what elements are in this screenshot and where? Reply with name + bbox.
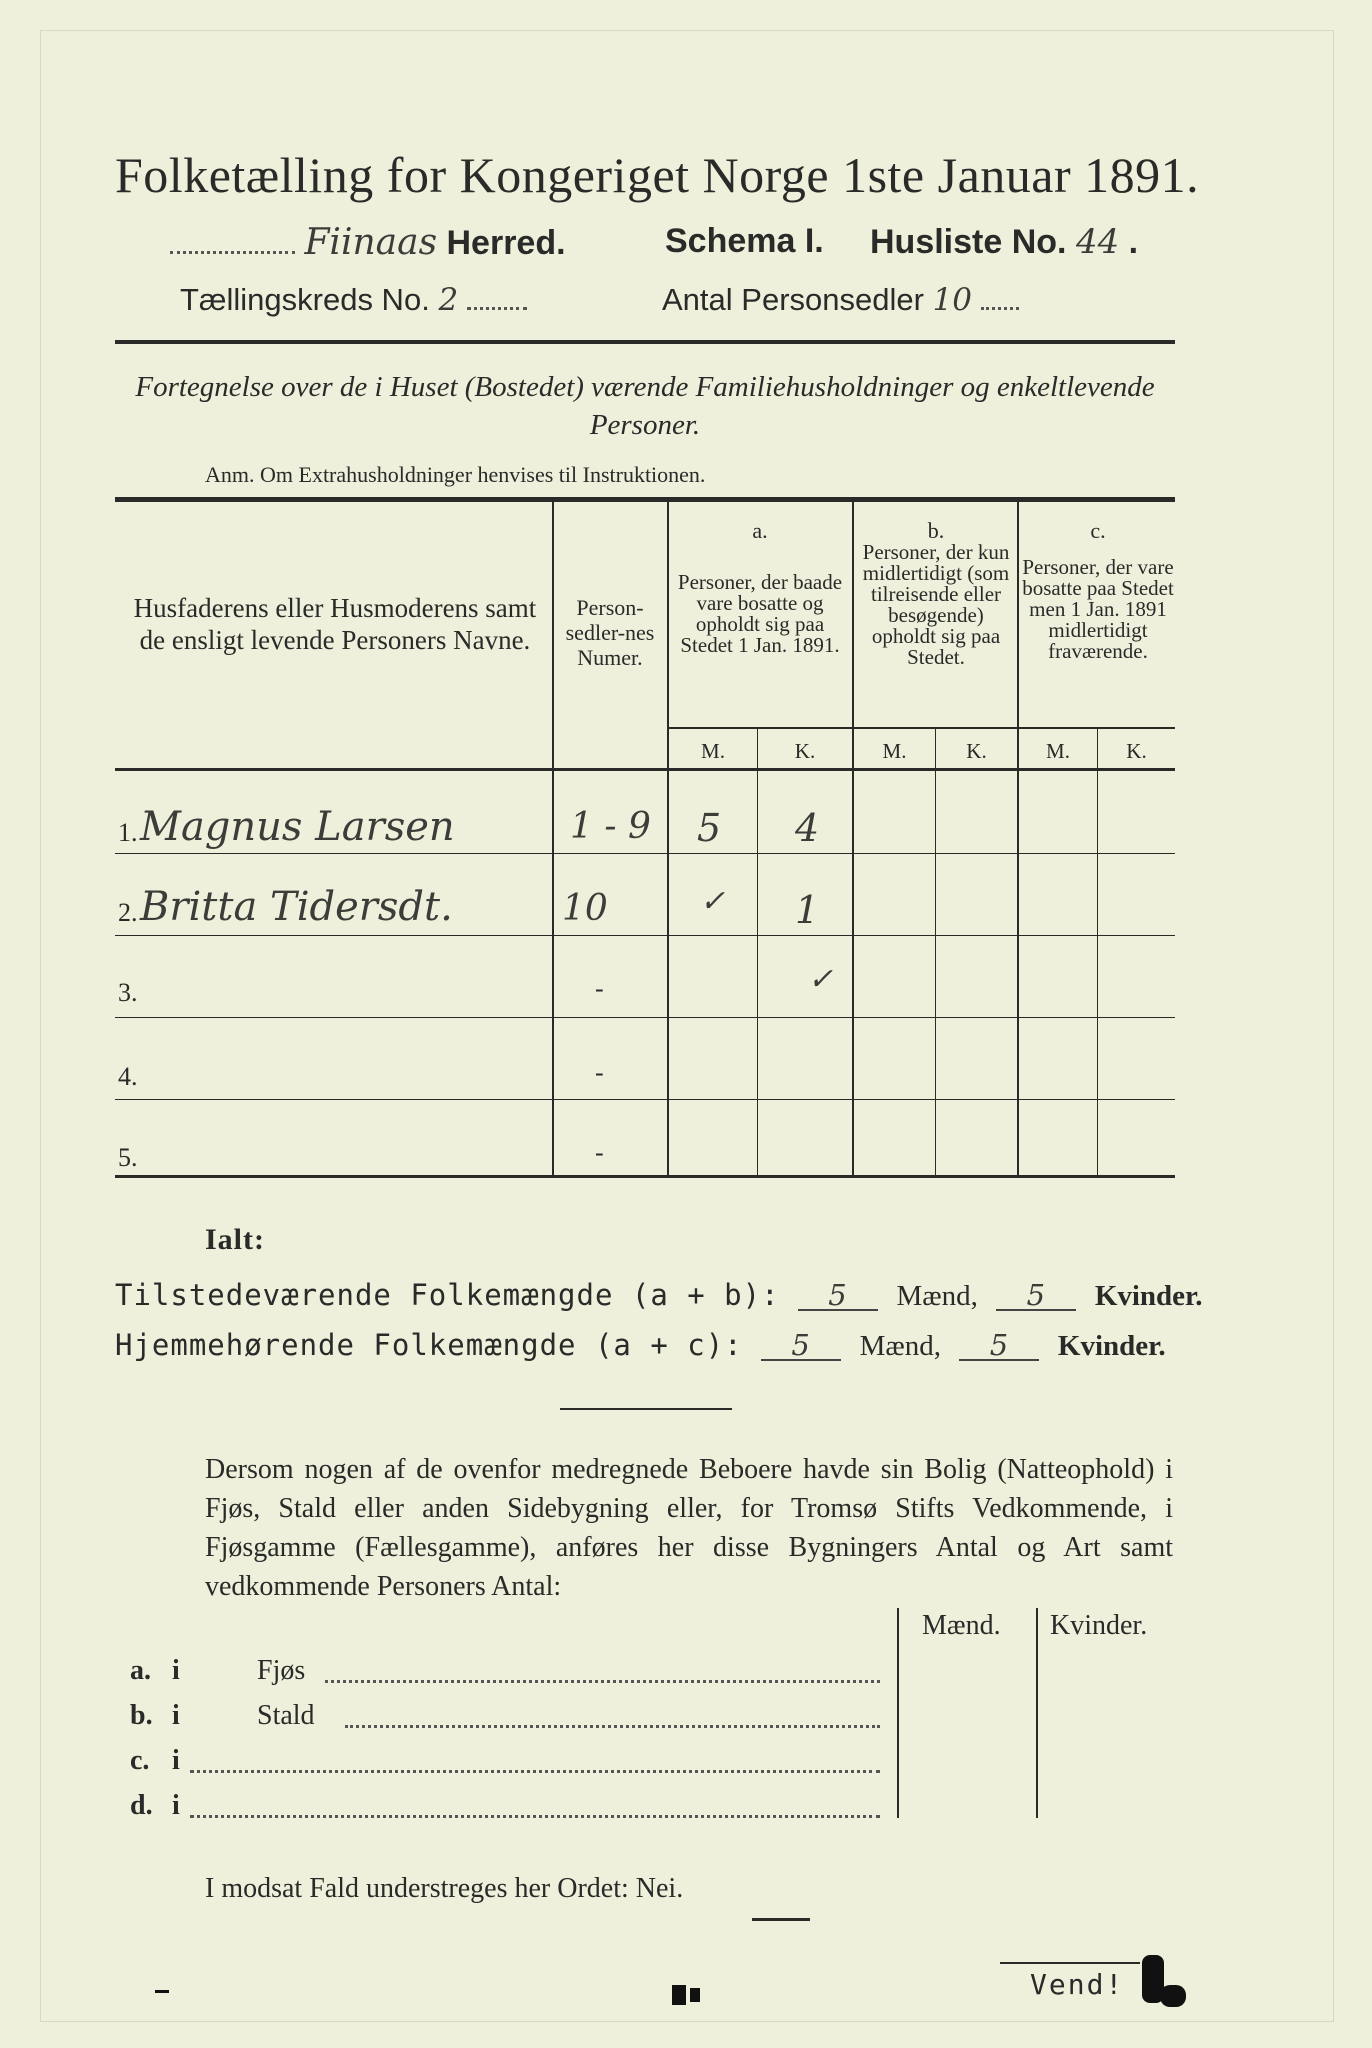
footer-note-text: I modsat Fald understreges her Ordet: xyxy=(205,1873,629,1904)
building-letter: a. xyxy=(130,1655,151,1686)
col-line xyxy=(935,727,936,1175)
kreds-value: 2 xyxy=(438,282,459,318)
row-number: 5. xyxy=(118,1143,138,1172)
building-prep: i xyxy=(172,1700,180,1731)
building-prep: i xyxy=(172,1745,180,1776)
row-a-m-check: ✓ xyxy=(700,884,726,919)
building-letter: d. xyxy=(130,1790,153,1821)
totals-resident-k: 5 xyxy=(959,1331,1039,1361)
totals-present-k: 5 xyxy=(996,1281,1076,1311)
building-letter: c. xyxy=(130,1745,150,1776)
row-numer: 10 xyxy=(562,888,608,929)
table-bottom-rule xyxy=(115,1175,1175,1178)
husliste-line: Husliste No. 44 . xyxy=(870,222,1139,262)
totals-resident-label: Hjemmehørende Folkemængde (a + c): xyxy=(115,1328,743,1362)
row-a-m: 5 xyxy=(697,806,722,850)
row-line xyxy=(115,853,1175,854)
building-dotted-line xyxy=(190,1815,880,1818)
ink-blot xyxy=(1160,1985,1186,2007)
group-a-letter: a. xyxy=(752,518,768,543)
ink-mark xyxy=(155,1990,169,1993)
a-k-header: K. xyxy=(794,739,816,763)
group-c-letter: c. xyxy=(1090,518,1106,543)
group-a-text: Personer, der baade vare bosatte og opholdt sig paa Stedet 1 Jan. 1891. xyxy=(677,570,843,657)
ink-mark xyxy=(672,1985,686,2005)
col-header-names: Husfaderens eller Husmoderens samt de ensligt levende Personers Navne. xyxy=(133,593,537,655)
row-a-k: 1 xyxy=(795,888,820,932)
row-number: 2. xyxy=(118,898,138,927)
col-line xyxy=(1097,727,1098,1175)
totals-resident-m: 5 xyxy=(761,1331,841,1361)
herred-value: Fiinaas xyxy=(304,222,438,263)
outbuilding-paragraph: Dersom nogen af de ovenfor medregnede Beboere havde sin Bolig (Natteophold) i Fjøs, Stald eller anden Sidebygning eller, for Tromsø Stifts Vedkommende, i Fjøsgamme (Fællesgamme), anføres her disse Bygningers Antal og Art samt vedkommende Personers Antal: xyxy=(205,1454,1173,1602)
footer-nei: Nei. xyxy=(635,1873,684,1904)
totals-present-label: Tilstedeværende Folkemængde (a + b): xyxy=(115,1278,780,1312)
group-b-letter: b. xyxy=(927,518,945,543)
a-m-header: M. xyxy=(701,739,725,763)
c-m-header: M. xyxy=(1046,739,1070,763)
buildings-maend-header: Mænd. xyxy=(922,1610,1001,1641)
section-divider xyxy=(560,1408,732,1410)
totals-maend: Mænd, xyxy=(859,1330,941,1362)
row-numer: - xyxy=(595,1138,604,1167)
antal-label: Antal Personsedler xyxy=(662,282,924,317)
husliste-value: 44 xyxy=(1075,222,1120,262)
row-number: 4. xyxy=(118,1062,138,1091)
col-line xyxy=(852,502,854,1175)
vend-rule xyxy=(1000,1962,1140,1964)
totals-maend: Mænd, xyxy=(896,1280,978,1312)
row-line xyxy=(115,1099,1175,1100)
vend-label: Vend! xyxy=(1030,1968,1125,2001)
schema-label: Schema I. xyxy=(665,222,824,260)
husliste-label: Husliste No. xyxy=(870,223,1067,261)
antal-line xyxy=(662,282,1019,318)
intro-text: Fortegnelse over de i Huset (Bostedet) værende Familiehusholdninger og enkeltlevende Personer. xyxy=(135,371,1155,441)
building-dotted-line xyxy=(345,1725,880,1728)
ink-mark xyxy=(690,1988,700,2002)
table-top-rule xyxy=(115,497,1175,502)
buildings-col-line xyxy=(1036,1608,1038,1818)
c-k-header: K. xyxy=(1126,739,1147,763)
form-title: Folketælling for Kongeriget Norge 1ste Januar 1891. xyxy=(115,147,1200,203)
table-header-rule xyxy=(115,768,1175,771)
building-dotted-line xyxy=(190,1770,880,1773)
kreds-line xyxy=(180,282,527,318)
mk-rule xyxy=(667,727,1175,729)
group-b-text: Personer, der kun midlertidigt (som tilreisende eller besøgende) opholdt sig paa Stedet. xyxy=(862,540,1010,669)
row-number: 1. xyxy=(118,818,138,847)
building-prep: i xyxy=(172,1655,180,1686)
building-letter: b. xyxy=(130,1700,153,1731)
nei-underline xyxy=(752,1918,810,1921)
totals-present-m: 5 xyxy=(798,1281,878,1311)
herred-label: Herred. xyxy=(446,224,566,262)
b-m-header: M. xyxy=(882,739,907,763)
row-a-k: 4 xyxy=(795,806,820,850)
totals-kvinder: Kvinder. xyxy=(1094,1280,1203,1312)
buildings-kvinder-header: Kvinder. xyxy=(1050,1610,1148,1641)
row-line xyxy=(115,935,1175,936)
page-border xyxy=(40,30,1334,2022)
row-number: 3. xyxy=(118,978,138,1007)
row-name: Britta Tidersdt. xyxy=(140,884,453,930)
kreds-label: Tællingskreds No. xyxy=(180,282,430,317)
building-prep: i xyxy=(172,1790,180,1821)
building-label: Stald xyxy=(257,1700,315,1731)
row-numer: 1 - 9 xyxy=(570,806,651,847)
antal-value: 10 xyxy=(932,282,973,318)
footer-note xyxy=(205,1873,683,1905)
ialt-label: Ialt: xyxy=(205,1223,265,1256)
row-line xyxy=(115,1017,1175,1018)
group-c-text: Personer, der vare bosatte paa Stedet men 1 Jan. 1891 midlertidigt fraværende. xyxy=(1022,555,1174,663)
building-dotted-line xyxy=(325,1680,880,1683)
col-line xyxy=(552,502,554,1175)
col-line xyxy=(1017,502,1019,1175)
b-k-header: K. xyxy=(966,739,987,763)
totals-row-resident xyxy=(115,1328,1166,1363)
buildings-col-line xyxy=(897,1608,899,1818)
building-label: Fjøs xyxy=(257,1655,306,1686)
anm-note: Anm. Om Extrahusholdninger henvises til Instruktionen. xyxy=(205,462,706,487)
totals-kvinder: Kvinder. xyxy=(1057,1330,1166,1362)
row-numer: - xyxy=(595,1058,604,1087)
col-line xyxy=(757,727,758,1175)
row-numer: - xyxy=(595,974,604,1003)
totals-row-present xyxy=(115,1278,1203,1313)
header-rule xyxy=(115,340,1175,344)
col-header-numer: Person-sedler-nes Numer. xyxy=(565,595,655,670)
col-line xyxy=(667,502,669,1175)
herred-line xyxy=(170,222,566,263)
row-name: Magnus Larsen xyxy=(140,804,455,850)
row-a-k-check: ✓ xyxy=(808,962,834,997)
